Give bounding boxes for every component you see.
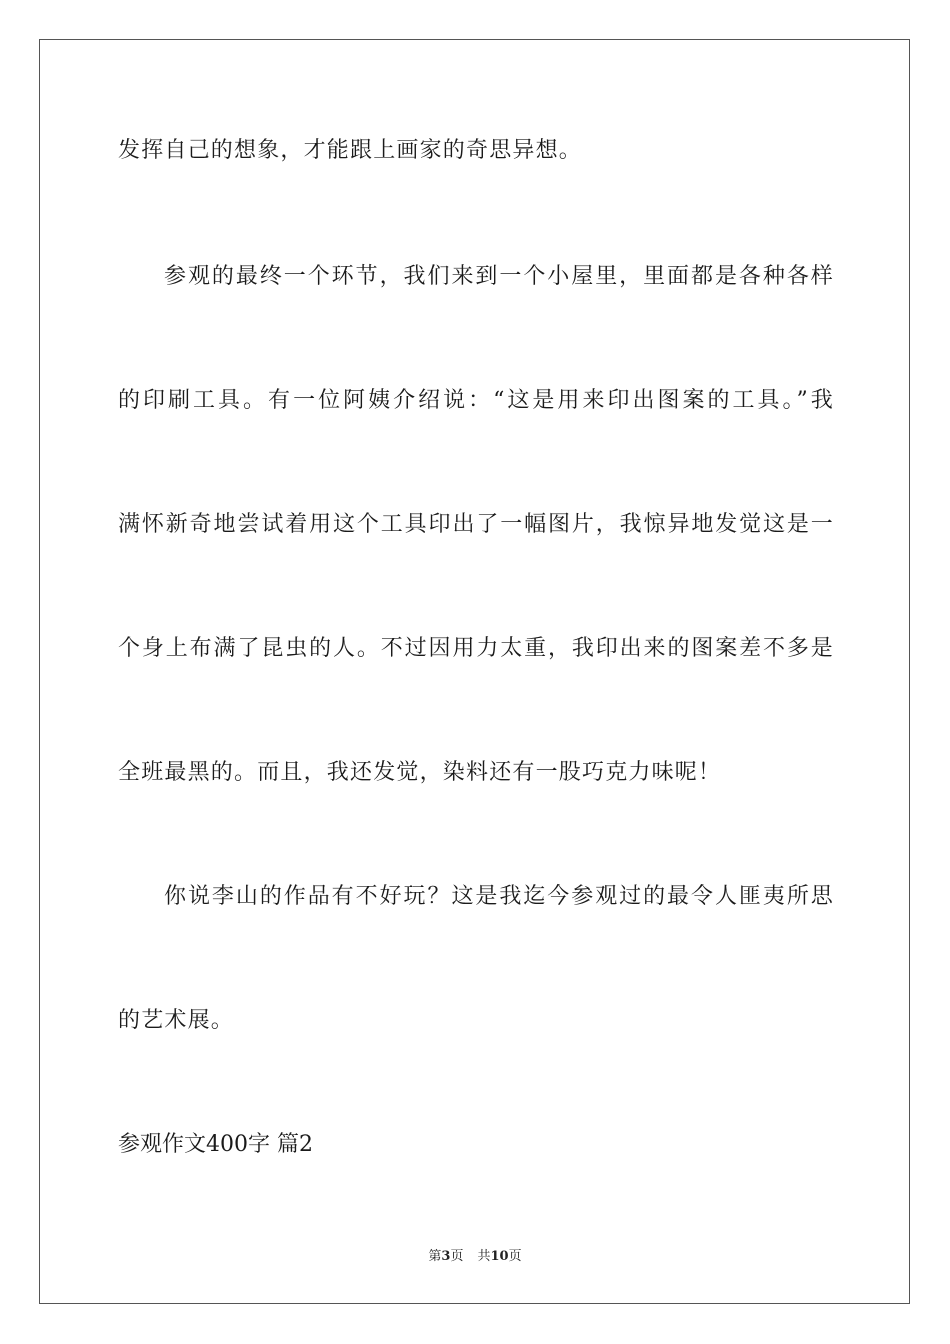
paragraph-line-1: 发挥自己的想象，才能跟上画家的奇思异想。 — [118, 138, 583, 163]
footer-total-prefix: 共 — [477, 1249, 491, 1264]
page-footer — [0, 1248, 950, 1266]
paragraph-line-6: 全班最黑的。而且，我还发觉，染料还有一股巧克力味呢！ — [118, 760, 722, 785]
paragraph-line-3: 的印刷工具。有一位阿姨介绍说：“这是用来印出图案的工具。”我 — [118, 388, 834, 413]
paragraph-line-4: 满怀新奇地尝试着用这个工具印出了一幅图片，我惊异地发觉这是一 — [118, 512, 834, 537]
paragraph-line-5: 个身上布满了昆虫的人。不过因用力太重，我印出来的图案差不多是 — [118, 636, 834, 661]
footer-page-prefix: 第 — [428, 1249, 442, 1264]
paragraph-line-2: 参观的最终一个环节，我们来到一个小屋里，里面都是各种各样 — [164, 264, 834, 289]
footer-total-suffix: 页 — [508, 1249, 522, 1264]
footer-page-suffix: 页 — [450, 1249, 464, 1264]
paragraph-line-7: 你说李山的作品有不好玩？这是我迄今参观过的最令人匪夷所思 — [164, 884, 834, 909]
footer-page-current: 3 — [441, 1249, 451, 1264]
paragraph-line-8: 的艺术展。 — [118, 1008, 235, 1033]
section-heading: 参观作文400字 篇2 — [118, 1132, 313, 1157]
footer-page-total: 10 — [490, 1249, 509, 1264]
page-border — [39, 39, 910, 1304]
